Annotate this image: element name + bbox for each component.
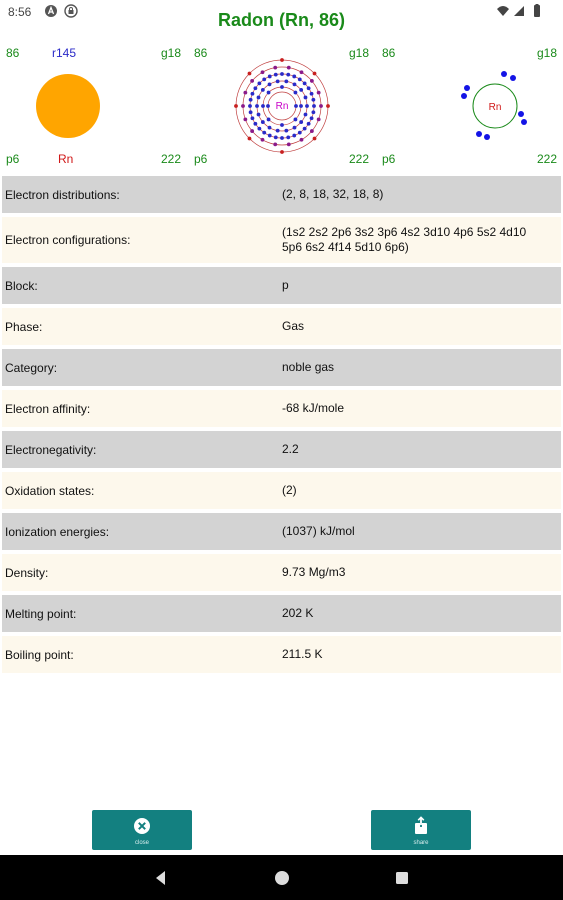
property-value: 2.2 [282, 442, 299, 456]
property-label: Electronegativity: [5, 442, 97, 457]
navigation-bar [0, 855, 563, 900]
electron-dot [251, 116, 255, 120]
electron-dot [249, 98, 253, 102]
property-row [2, 217, 561, 263]
electron-dot [276, 129, 280, 133]
electron-dot [262, 77, 266, 81]
property-value: 202 K [282, 606, 314, 620]
atomic-mass: 222 [160, 152, 181, 166]
electron-dot [310, 79, 314, 83]
property-row [2, 472, 561, 509]
atomic-number: 86 [382, 46, 396, 60]
property-row [2, 390, 561, 427]
property-value: (2, 8, 18, 32, 18, 8) [282, 187, 384, 201]
electron-dot [251, 92, 255, 96]
electron-dot [319, 104, 323, 108]
electron-dot [312, 104, 316, 108]
electron-dot [286, 135, 290, 139]
property-label: Ionization energies: [5, 524, 110, 539]
valence-electron-dot [518, 111, 524, 117]
electron-dot [261, 120, 265, 124]
electron-dot [303, 127, 307, 131]
status-time: 8:56 [8, 5, 32, 19]
property-label: Electron configurations: [5, 233, 131, 247]
electron-dot [287, 143, 291, 147]
electron-dot [248, 104, 252, 108]
group-number: g18 [536, 46, 557, 60]
share-icon [411, 816, 431, 836]
group-number: g18 [348, 46, 369, 60]
electron-shell-diagram [188, 40, 375, 170]
electron-dot [299, 120, 303, 124]
electron-dot [257, 127, 261, 131]
electron-dot [268, 126, 272, 130]
electron-dot [280, 123, 284, 127]
electron-dot [257, 81, 261, 85]
electron-dot [261, 138, 265, 142]
valence-electron-dot [521, 119, 527, 125]
electron-dot [284, 129, 288, 133]
nucleus-symbol: Rn [275, 101, 289, 112]
electron-dot [317, 91, 321, 95]
shell-diagram-panel [188, 40, 375, 170]
electron-dot [298, 131, 302, 135]
electron-dot [234, 104, 238, 108]
electron-dot [292, 75, 296, 79]
valence-electron-dot [510, 75, 516, 81]
property-label: Electron distributions: [5, 187, 120, 202]
electron-dot [261, 88, 265, 92]
electron-dot [274, 73, 278, 77]
property-value: (1s2 2s2 2p6 3s2 3p6 4s2 3d10 4p6 5s2 4d10 5p6 6s2 4f14 5d10 6p6) [282, 225, 527, 254]
electron-dot [293, 82, 297, 86]
electron-dot [313, 137, 317, 141]
electron-dot [267, 91, 271, 95]
property-row [2, 267, 561, 304]
electron-dot [262, 131, 266, 135]
property-value: Gas [282, 319, 305, 333]
property-value: noble gas [282, 360, 335, 374]
period-number: p6 [6, 152, 20, 166]
property-label: Electron affinity: [5, 401, 91, 416]
electron-dot [294, 91, 298, 95]
property-value: (2) [282, 483, 297, 497]
electron-dot [310, 116, 314, 120]
electron-dot [268, 134, 272, 138]
electron-dot [294, 104, 298, 108]
electron-dot [276, 79, 280, 83]
electron-dot [253, 122, 257, 126]
electron-dot [280, 72, 284, 76]
property-row [2, 349, 561, 386]
electron-dot [293, 126, 297, 130]
electron-dot [268, 82, 272, 86]
electron-dot [287, 66, 291, 70]
atom-ball [0, 40, 187, 170]
back-icon[interactable] [152, 869, 170, 887]
property-value: 9.73 Mg/m3 [282, 565, 346, 579]
property-row [2, 554, 561, 591]
valence-electron-dot [476, 131, 482, 137]
property-row [2, 308, 561, 345]
recents-icon[interactable] [393, 869, 411, 887]
electron-dot [280, 150, 284, 154]
atomic-mass: 222 [536, 152, 557, 166]
property-value: 211.5 K [282, 647, 323, 661]
property-row [2, 431, 561, 468]
period-number: p6 [382, 152, 396, 166]
property-row [2, 595, 561, 632]
electron-dot [248, 137, 252, 141]
electron-dot [250, 129, 254, 133]
electron-dot [261, 70, 265, 74]
electron-dot [311, 98, 315, 102]
electron-dot [253, 86, 257, 90]
electron-dot [243, 91, 247, 95]
atomic-radius: r145 [52, 46, 77, 60]
atomic-number: 86 [194, 46, 208, 60]
electron-dot [257, 113, 261, 117]
electron-dot [304, 96, 308, 100]
electron-dot [300, 70, 304, 74]
group-number: g18 [160, 46, 181, 60]
electron-dot [248, 72, 252, 76]
close-button-label: close [134, 840, 149, 846]
properties-table [2, 176, 561, 677]
electron-dot [241, 104, 245, 108]
electron-dot [261, 104, 265, 108]
property-value: -68 kJ/mole [282, 401, 345, 415]
share-button[interactable] [371, 810, 471, 850]
electron-dot [317, 117, 321, 121]
close-icon [132, 816, 152, 836]
electron-dot [284, 79, 288, 83]
electron-dot [273, 66, 277, 70]
electron-dot [307, 86, 311, 90]
electron-dot [298, 77, 302, 81]
property-label: Category: [5, 360, 58, 375]
electron-dot [280, 58, 284, 62]
valence-electron-dot [484, 134, 490, 140]
period-number: p6 [194, 152, 208, 166]
electron-dot [292, 134, 296, 138]
electron-dot [303, 81, 307, 85]
atom-ball-panel [0, 40, 187, 170]
home-icon[interactable] [273, 869, 291, 887]
property-value: (1037) kJ/mol [282, 524, 355, 538]
electron-dot [280, 85, 284, 89]
element-symbol: Rn [58, 152, 74, 166]
electron-dot [307, 122, 311, 126]
property-label: Melting point: [5, 606, 77, 621]
atomic-number: 86 [6, 46, 20, 60]
page-title: Radon (Rn, 86) [217, 10, 345, 30]
property-value: p [282, 278, 289, 292]
electron-dot [273, 143, 277, 147]
electron-dot [313, 72, 317, 76]
electron-dot [280, 136, 284, 140]
property-label: Oxidation states: [5, 483, 95, 498]
electron-dot [310, 92, 314, 96]
electron-dot [300, 138, 304, 142]
nucleus-symbol: Rn [488, 102, 502, 113]
close-button[interactable] [92, 810, 192, 850]
electron-dot [326, 104, 330, 108]
property-label: Density: [5, 565, 49, 580]
electron-dot [255, 104, 259, 108]
property-label: Phase: [5, 319, 43, 334]
electron-dot [304, 113, 308, 117]
electron-dot [299, 88, 303, 92]
valence-electron-dot [501, 71, 507, 77]
electron-dot [250, 79, 254, 83]
valence-electron-dot [464, 85, 470, 91]
electron-dot [310, 129, 314, 133]
electron-dot [274, 135, 278, 139]
property-row [2, 176, 561, 213]
electron-dot [294, 118, 298, 122]
property-row [2, 636, 561, 673]
electron-dot [311, 110, 315, 114]
electron-dot [243, 117, 247, 121]
electron-dot [266, 104, 270, 108]
electron-dot [267, 118, 271, 122]
electron-dot [286, 73, 290, 77]
property-row [2, 513, 561, 550]
valence-diagram-panel [376, 40, 563, 170]
property-label: Boiling point: [5, 647, 74, 662]
electron-dot [299, 104, 303, 108]
valence-electron-dot [461, 93, 467, 99]
share-button-label: share [413, 840, 429, 846]
electron-dot [268, 75, 272, 79]
electron-dot [257, 96, 261, 100]
property-label: Block: [5, 278, 38, 293]
atomic-mass: 222 [348, 152, 369, 166]
electron-dot [249, 110, 253, 114]
electron-dot [305, 104, 309, 108]
valence-shell-diagram [376, 40, 563, 170]
